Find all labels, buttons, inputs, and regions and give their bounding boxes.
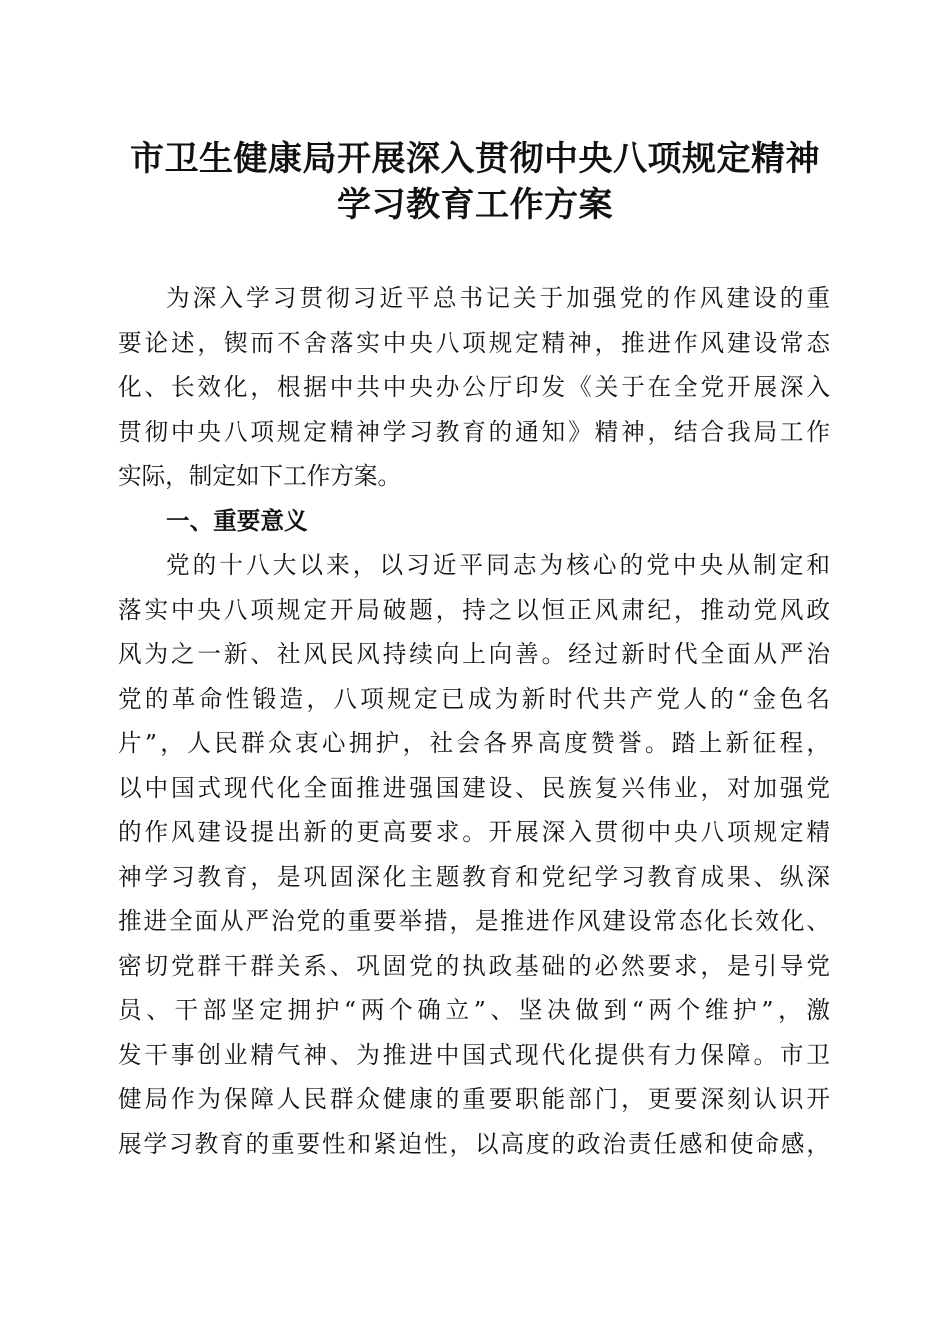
section-line: 密切党群干群关系、巩固党的执政基础的必然要求，是引导党 — [118, 951, 830, 980]
section-line: 员、干部坚定拥护“两个确立”、坚决做到“两个维护”，激 — [118, 996, 830, 1024]
document-title — [100, 136, 850, 228]
section-line: 的作风建设提出新的更高要求。开展深入贯彻中央八项规定精 — [118, 818, 830, 846]
section-line: 党的十八大以来，以习近平同志为核心的党中央从制定和 — [166, 551, 830, 579]
section-line: 推进全面从严治党的重要举措，是推进作风建设常态化长效化、 — [118, 907, 830, 935]
intro-line: 要论述，锲而不舍落实中央八项规定精神，推进作风建设常态 — [118, 328, 830, 357]
section-line: 落实中央八项规定开局破题，持之以恒正风肃纪，推动党风政 — [118, 595, 830, 624]
section-line: 风为之一新、社风民风持续向上向善。经过新时代全面从严治 — [118, 640, 830, 668]
title-line-1: 市卫生健康局开展深入贯彻中央八项规定精神 — [130, 139, 820, 179]
section-line: 神学习教育，是巩固深化主题教育和党纪学习教育成果、纵深 — [118, 862, 830, 891]
section-line: 以中国式现代化全面推进强国建设、民族复兴伟业，对加强党 — [118, 773, 830, 802]
intro-line: 贯彻中央八项规定精神学习教育的通知》精神，结合我局工作 — [118, 417, 830, 446]
intro-line: 化、长效化，根据中共中央办公厅印发《关于在全党开展深入 — [118, 373, 830, 401]
section-heading: 一、重要意义 — [166, 506, 308, 535]
title-line-2: 学习教育工作方案 — [337, 185, 613, 225]
intro-line: 实际，制定如下工作方案。 — [118, 462, 402, 490]
document-body — [118, 276, 830, 1166]
section-line: 健局作为保障人民群众健康的重要职能部门，更要深刻认识开 — [118, 1085, 830, 1113]
section-line: 展学习教育的重要性和紧迫性，以高度的政治责任感和使命感， — [118, 1129, 830, 1158]
section-line: 党的革命性锻造，八项规定已成为新时代共产党人的“金色名 — [118, 684, 830, 713]
section-line: 发干事创业精气神、为推进中国式现代化提供有力保障。市卫 — [118, 1040, 830, 1069]
section-line: 片”，人民群众衷心拥护，社会各界高度赞誉。踏上新征程， — [118, 729, 830, 757]
intro-line: 为深入学习贯彻习近平总书记关于加强党的作风建设的重 — [166, 284, 830, 312]
